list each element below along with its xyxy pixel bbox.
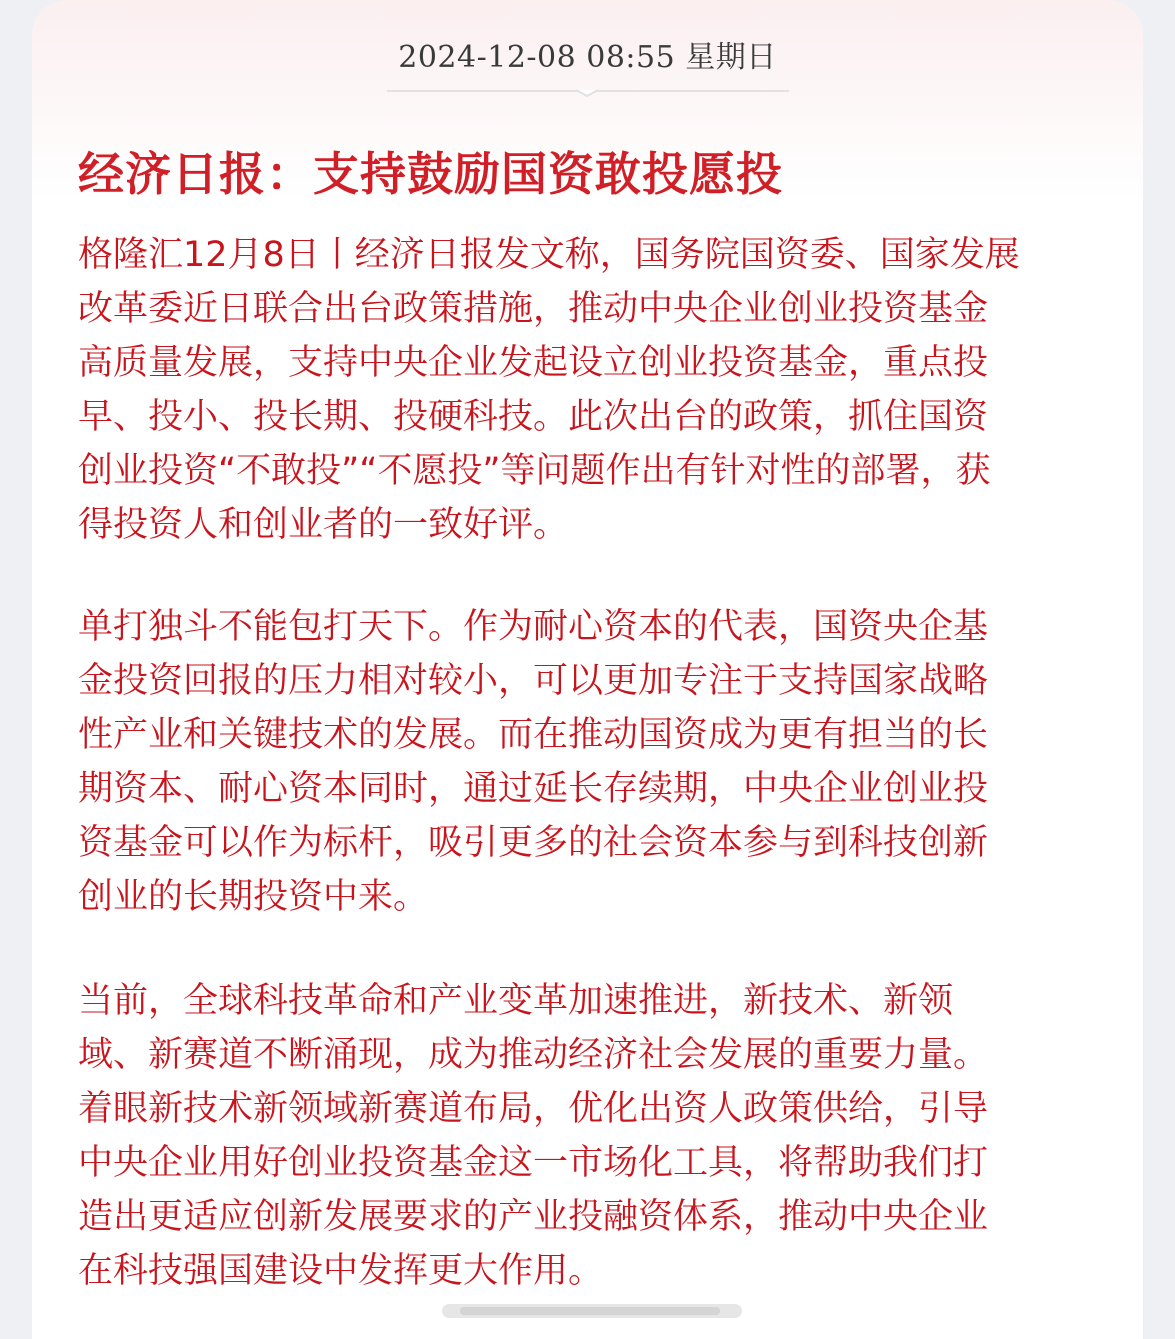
paragraph-line: 资基金可以作为标杆，吸引更多的社会资本参与到科技创新 [78,823,989,863]
paragraph-line: 早、投小、投长期、投硬科技。此次出台的政策，抓住国资 [78,397,989,437]
paragraph-line: 域、新赛道不断涌现，成为推动经济社会发展的重要力量。 [78,1035,989,1075]
paragraph-line: 期资本、耐心资本同时，通过延长存续期，中央企业创业投 [78,769,989,809]
paragraph-line: 造出更适应创新发展要求的产业投融资体系，推动中央企业 [78,1197,989,1237]
paragraph-line: 单打独斗不能包打天下。作为耐心资本的代表，国资央企基 [78,607,989,647]
article-card [32,0,1143,1339]
article-title: 经济日报：支持鼓励国资敢投愿投 [78,147,783,201]
paragraph-line: 在科技强国建设中发挥更大作用。 [78,1251,604,1291]
article-paragraph-3 [78,974,1108,1298]
blurred-watermark [442,1300,742,1322]
paragraph-line: 当前，全球科技革命和产业变革加速推进，新技术、新领 [78,981,954,1021]
paragraph-line: 高质量发展，支持中央企业发起设立创业投资基金，重点投 [78,343,989,383]
paragraph-line: 改革委近日联合出台政策措施，推动中央企业创业投资基金 [78,289,989,329]
paragraph-line: 中央企业用好创业投资基金这一市场化工具，将帮助我们打 [78,1143,989,1183]
divider-notch-icon [576,85,598,97]
paragraph-line: 性产业和关键技术的发展。而在推动国资成为更有担当的长 [78,715,989,755]
paragraph-line: 创业的长期投资中来。 [78,877,429,917]
paragraph-line: 格隆汇12月8日丨经济日报发文称，国务院国资委、国家发展 [78,235,1020,275]
paragraph-line: 金投资回报的压力相对较小，可以更加专注于支持国家战略 [78,661,989,701]
article-paragraph-1 [78,228,1108,552]
paragraph-line: 创业投资“不敢投”“不愿投”等问题作出有针对性的部署，获 [78,451,991,491]
publish-datetime: 2024-12-08 08:55 星期日 [398,40,777,75]
article-paragraph-2 [78,600,1108,924]
paragraph-line: 着眼新技术新领域新赛道布局，优化出资人政策供给，引导 [78,1089,989,1129]
paragraph-line: 得投资人和创业者的一致好评。 [78,505,569,545]
